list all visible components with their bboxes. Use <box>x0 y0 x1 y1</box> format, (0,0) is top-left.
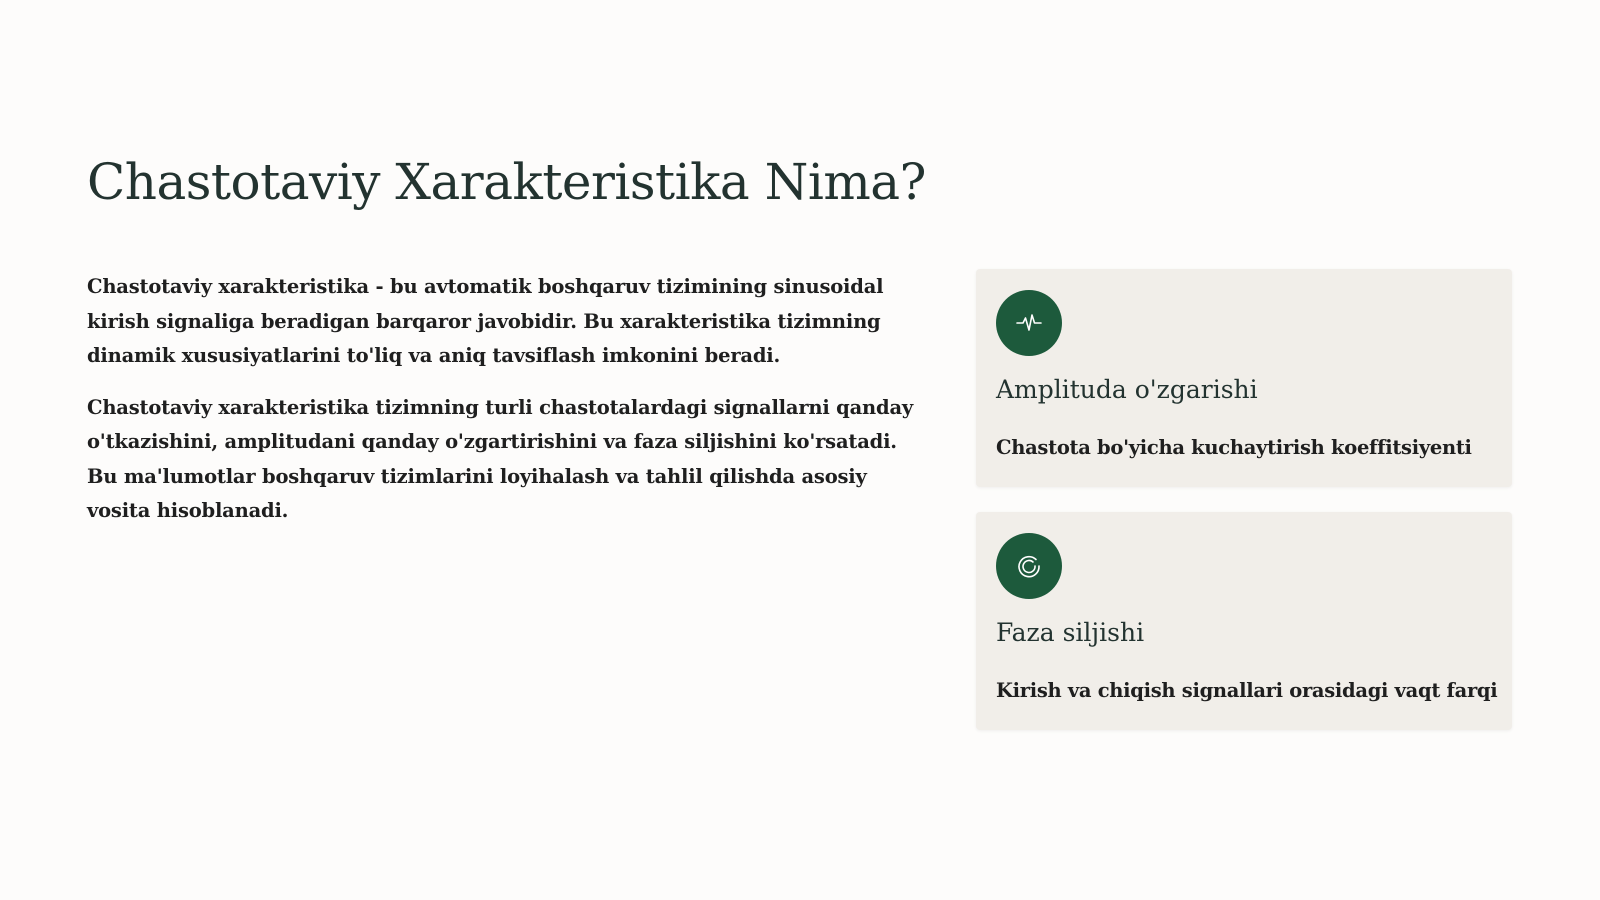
card-phase <box>976 512 1512 730</box>
card-title: Amplituda o'zgarishi <box>996 375 1258 404</box>
phase-cycle-icon <box>996 533 1062 599</box>
card-description: Chastota bo'yicha kuchaytirish koeffitsiyenti <box>996 436 1472 459</box>
body-text <box>87 270 927 546</box>
paragraph-intro: Chastotaviy xarakteristika - bu avtomatik boshqaruv tizimining sinusoidal kirish signaliga beradigan barqaror javobidir. Bu xarakteristika tizimning dinamik xususiyatlarini to'liq va aniq tavsiflash imkonini beradi. <box>87 275 884 367</box>
card-amplitude <box>976 269 1512 487</box>
paragraph-details: Chastotaviy xarakteristika tizimning turli chastotalardagi signallarni qanday o'tkazishini, amplitudani qanday o'zgartirishini va faza siljishini ko'rsatadi. Bu ma'lumotlar boshqaruv tizimlarini loyihalash va tahlil qilishda asosiy vosita hisoblanadi. <box>87 395 914 522</box>
waveform-icon <box>996 290 1062 356</box>
card-description: Kirish va chiqish signallari orasidagi vaqt farqi <box>996 679 1498 702</box>
slide-title: Chastotaviy Xarakteristika Nima? <box>87 153 926 211</box>
card-title: Faza siljishi <box>996 618 1145 647</box>
